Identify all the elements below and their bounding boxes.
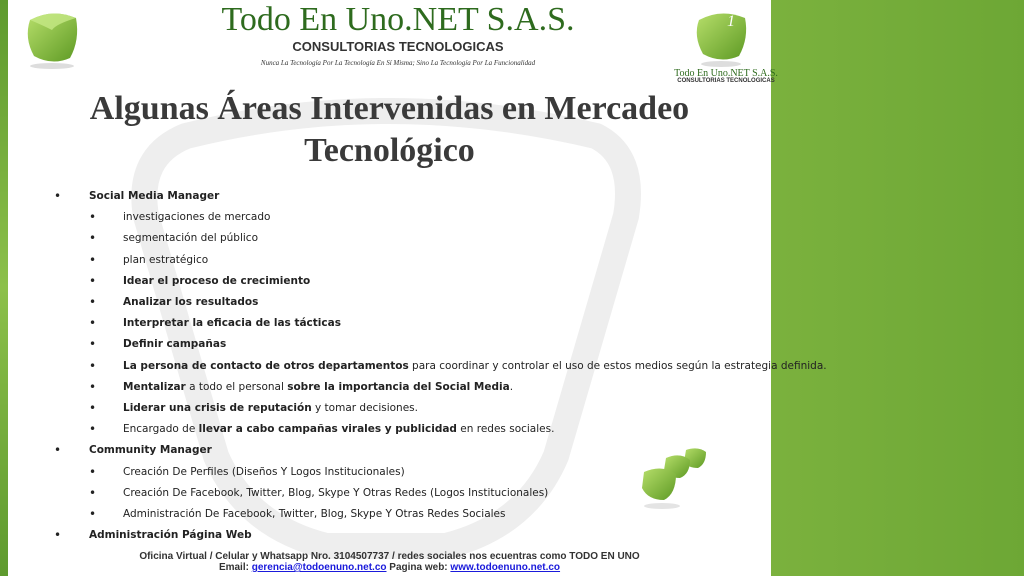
left-green-strip xyxy=(0,0,8,576)
text-segment: a todo el personal xyxy=(185,380,288,393)
text-segment: Encargado de xyxy=(123,423,199,436)
list-item-text xyxy=(123,419,554,439)
bold-text-segment: Mentalizar xyxy=(123,380,186,393)
logo-number: 1 xyxy=(727,13,735,30)
bold-text-segment: Interpretar la eficacia de las tácticas xyxy=(123,317,341,330)
web-label: Pagina web: xyxy=(389,562,448,573)
bold-text-segment: Definir campañas xyxy=(123,338,227,351)
slide-title xyxy=(8,88,771,172)
bullet-icon: • xyxy=(54,528,62,543)
bold-text-segment: llevar a cabo campañas virales y publicidad xyxy=(198,423,457,436)
text-segment: segmentación del público xyxy=(123,232,258,245)
bullet-icon: • xyxy=(89,507,97,521)
list-item-text xyxy=(123,377,513,397)
bullet-icon: • xyxy=(89,379,97,394)
list-item-text xyxy=(123,271,310,291)
cube-logo-one-icon xyxy=(691,6,751,68)
list-item-text xyxy=(123,292,258,312)
right-logo-subtitle: CONSULTORIAS TECNOLOGICAS xyxy=(677,78,775,84)
bold-text-segment: Analizar los resultados xyxy=(123,296,259,308)
title-line-2: Tecnológico xyxy=(304,132,475,169)
stacked-cubes-icon xyxy=(636,436,726,544)
section-title: Social Media Manager xyxy=(89,190,220,202)
bullet-icon: • xyxy=(89,358,97,373)
text-segment: Creación De Perfiles (Diseños Y Logos Institucionales) xyxy=(123,465,405,478)
text-segment: Creación De Facebook, Twitter, Blog, Skype Y Otras Redes (Logos Institucionales) xyxy=(123,486,549,499)
list-item-text xyxy=(123,462,405,482)
bold-text-segment: La persona de contacto de otros departamentos xyxy=(123,359,409,372)
section-title: Administración Página Web xyxy=(89,529,252,542)
text-segment: en redes sociales. xyxy=(456,423,555,436)
list-item-text xyxy=(123,228,258,248)
bullet-icon: • xyxy=(89,295,97,309)
list-item-text xyxy=(123,207,270,227)
list-item-text xyxy=(123,334,226,354)
brand-motto: Nunca La Tecnología Por La Tecnología En Sí Misma; Sino La Tecnología Por La Funcionalidad xyxy=(260,59,536,67)
bold-text-segment: Liderar una crisis de reputación xyxy=(123,402,312,414)
email-label: Email: xyxy=(218,562,249,573)
text-segment: Administración De Facebook, Twitter, Blog, Skype Y Otras Redes Sociales xyxy=(123,508,506,520)
bullet-icon: • xyxy=(89,316,97,331)
list-item-text xyxy=(123,483,548,503)
brand-name: Todo En Uno.NET S.A.S. xyxy=(221,1,575,38)
bullet-icon: • xyxy=(54,189,62,203)
cube-logo-icon xyxy=(20,6,84,70)
bullet-icon: • xyxy=(89,422,97,437)
text-segment: para coordinar y controlar el uso de estos medios según la estrategia definida. xyxy=(408,359,827,372)
right-logo-name: Todo En Uno.NET S.A.S. xyxy=(674,68,778,79)
bullet-icon: • xyxy=(89,231,97,246)
list-item-text xyxy=(123,398,418,418)
bullet-icon: • xyxy=(89,485,97,500)
bullet-icon: • xyxy=(89,252,97,267)
bullet-icon: • xyxy=(54,443,62,458)
bullet-icon: • xyxy=(89,337,97,352)
bold-text-segment: sobre la importancia del Social Media xyxy=(287,380,510,393)
email-link[interactable]: gerencia@todoenuno.net.co xyxy=(251,562,387,573)
footer-contact: Oficina Virtual / Celular y Whatsapp Nro. 3104507737 / redes sociales nos ecuentras como TODO EN UNO xyxy=(139,551,640,562)
bullet-icon: • xyxy=(89,464,97,479)
list-item-text xyxy=(123,250,208,270)
title-line-1: Algunas Áreas Intervenidas en Mercadeo xyxy=(89,90,690,127)
text-segment: plan estratégico xyxy=(123,253,209,266)
list-item-text xyxy=(123,504,506,524)
web-link[interactable]: www.todoenuno.net.co xyxy=(450,562,561,573)
text-segment: investigaciones de mercado xyxy=(123,211,271,224)
list-item-text xyxy=(123,356,827,376)
brand-subtitle: CONSULTORIAS TECNOLOGICAS xyxy=(292,39,504,54)
bold-text-segment: Idear el proceso de crecimiento xyxy=(123,274,311,287)
footer-links xyxy=(8,562,771,574)
slide xyxy=(8,0,827,576)
text-segment: y tomar decisiones. xyxy=(311,402,418,414)
bullet-icon: • xyxy=(89,273,97,288)
section-title: Community Manager xyxy=(89,444,212,457)
bullet-icon: • xyxy=(89,401,97,415)
text-segment: . xyxy=(509,380,514,393)
list-item-text xyxy=(123,313,341,333)
bullet-icon: • xyxy=(89,210,97,225)
